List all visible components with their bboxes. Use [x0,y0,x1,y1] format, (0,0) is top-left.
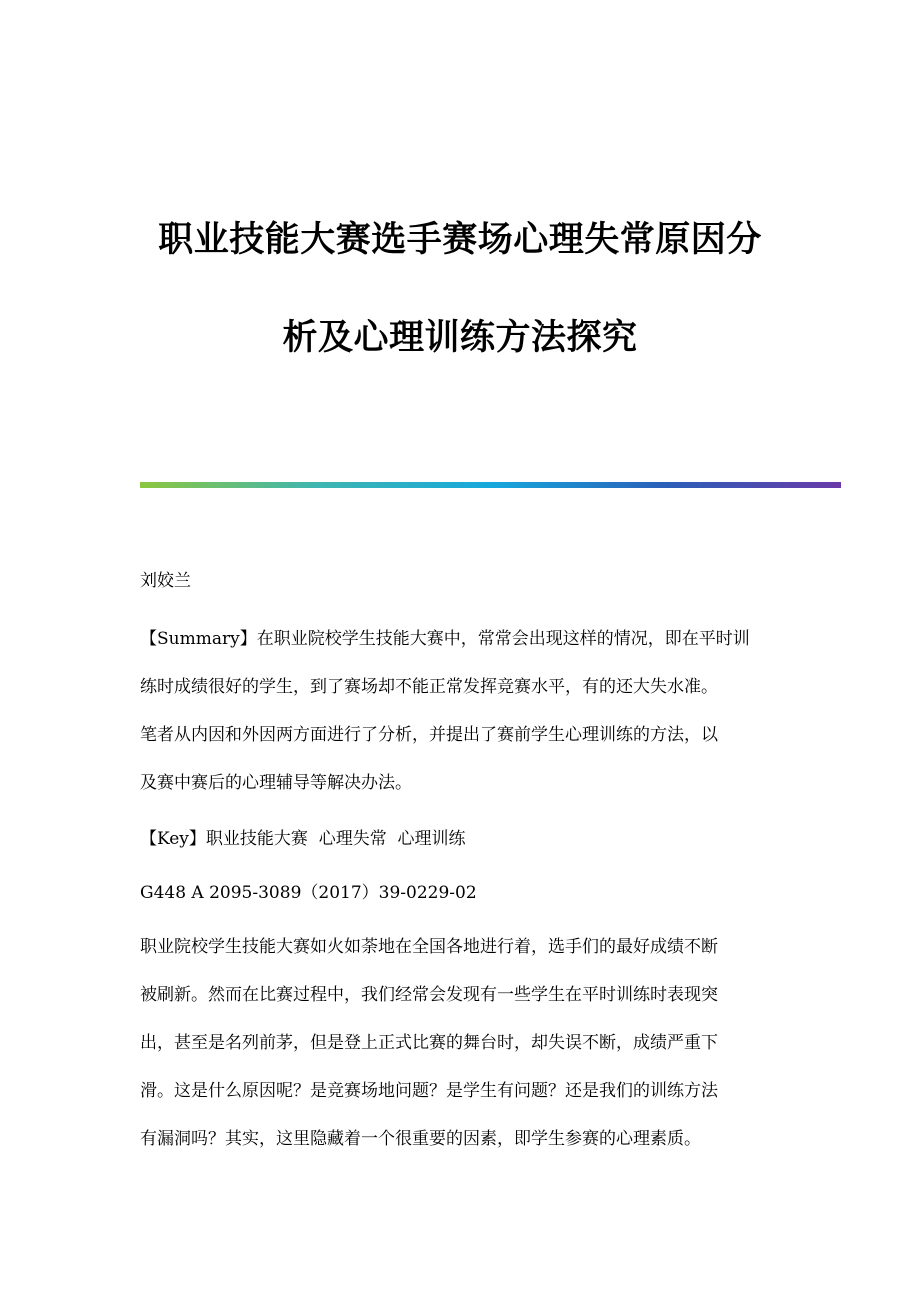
gradient-divider [140,482,841,488]
summary-line: 练时成绩很好的学生，到了赛场却不能正常发挥竞赛水平，有的还大失水准。 [140,677,718,697]
body-line: 职业院校学生技能大赛如火如荼地在全国各地进行着，选手们的最好成绩不断 [140,937,718,957]
body-line: 滑。这是什么原因呢？是竞赛场地问题？是学生有问题？还是我们的训练方法 [140,1081,718,1101]
summary-line: 【Summary】在职业院校学生技能大赛中，常常会出现这样的情况，即在平时训 [140,629,750,649]
body-line: 有漏洞吗？其实，这里隐藏着一个很重要的因素，即学生参赛的心理素质。 [140,1129,701,1149]
body-paragraph [140,932,780,1172]
body-line: 出，甚至是名列前茅，但是登上正式比赛的舞台时，却失误不断，成绩严重下 [140,1033,718,1053]
title-line-1: 职业技能大赛选手赛场心理失常原因分 [158,220,762,260]
keywords [140,824,780,872]
summary-line: 笔者从内因和外因两方面进行了分析，并提出了赛前学生心理训练的方法，以 [140,725,718,745]
classification-text: G448 A 2095-3089（2017）39-0229-02 [140,883,477,903]
classification-code [140,878,780,926]
keywords-text: 【Key】职业技能大赛 心理失常 心理训练 [140,829,466,849]
author-name [140,566,780,614]
author-text: 刘姣兰 [140,571,191,591]
body-line: 被刷新。然而在比赛过程中，我们经常会发现有一些学生在平时训练时表现突 [140,985,718,1005]
title-line-2: 析及心理训练方法探究 [282,318,638,358]
summary-line: 及赛中赛后的心理辅导等解决办法。 [140,773,412,793]
summary-paragraph [140,624,780,816]
